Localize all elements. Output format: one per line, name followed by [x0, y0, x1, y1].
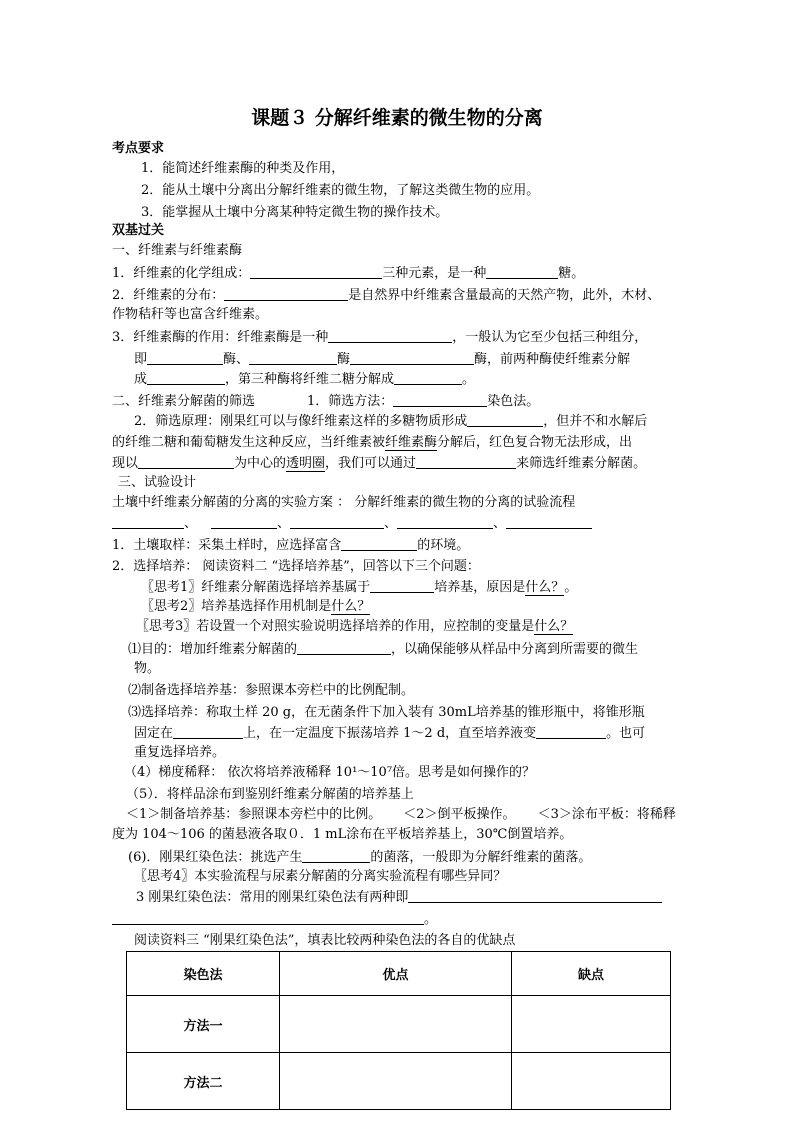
blank-field[interactable]	[467, 412, 543, 427]
principle-line-1: 2．筛选原理：刚果红可以与像纤维素这样的多糖物质形成 ，但并不和水解后	[134, 414, 648, 429]
blank-field[interactable]	[224, 286, 348, 301]
table-header-cell: 染色法	[127, 952, 280, 996]
point-3-line-3: 重复选择培养。	[134, 745, 226, 760]
think-3: 〖思考3〗若设置一个对照实验说明选择培养的作用，应控制的变量是什么？	[136, 619, 574, 634]
table-cell[interactable]	[280, 1053, 512, 1110]
think-4: 〖思考4〗本实验流程与尿素分解菌的分离实验流程有哪些异同？	[134, 869, 507, 884]
think-1: 〖思考1〗纤维素分解菌选择培养基属于 培养基，原因是什么？。	[141, 580, 578, 595]
blank-field[interactable]	[370, 578, 434, 593]
flow-blanks: 、 、 、 、	[112, 514, 592, 533]
question-2: 2．纤维素的分布： 是自然界中纤维素含量最高的天然产物，此外，木材、	[112, 288, 661, 303]
blank-field[interactable]	[416, 454, 516, 469]
reading-3-instruction: 阅读资料三 “刚果红染色法”，填表比较两种染色法的各自的优缺点	[134, 933, 516, 948]
section-3-heading: 三、试验设计	[118, 475, 197, 490]
page-title: 课题３ 分解纤维素的微生物的分离	[251, 107, 543, 129]
blank-field[interactable]	[536, 724, 606, 739]
table-cell[interactable]	[512, 996, 671, 1053]
point-5-sub-cont: 度为 104～106 的菌悬液各取０．1 mL涂布在平板培养基上，30℃倒置培养。	[112, 827, 573, 842]
point-5-sub: ＜1＞制备培养基：参照课本旁栏中的比例。 ＜2＞倒平板操作。 ＜3＞涂布平板：将稀释	[126, 807, 676, 822]
step-2: 2．选择培养： 阅读资料二 “选择培养基”，回答以下三个问题：	[112, 559, 480, 574]
table-cell[interactable]	[512, 1053, 671, 1110]
blank-field[interactable]	[341, 536, 417, 551]
principle-line-2: 的纤维二糖和葡萄糖发生这种反应，当纤维素被纤维素酶分解后，红色复合物无法形成，出	[112, 435, 633, 450]
blank-field[interactable]	[112, 910, 424, 925]
blank-field[interactable]	[394, 370, 462, 385]
experiment-plan: 土壤中纤维素分解菌的分离的实验方案 ： 分解纤维素的微生物的分离的试验流程	[112, 495, 576, 510]
blank-field[interactable]	[249, 350, 337, 365]
blank-field[interactable]	[290, 514, 384, 529]
point-7-cont: 。	[112, 910, 437, 929]
table-cell[interactable]	[280, 996, 512, 1053]
step-1: 1．土壤取样：采集土样时，应选择富含 的环境。	[112, 538, 470, 553]
blank-field[interactable]	[506, 514, 592, 529]
point-1-cont: 物。	[134, 661, 161, 676]
blank-field[interactable]	[147, 350, 223, 365]
blank-field[interactable]	[173, 724, 243, 739]
blank-field[interactable]	[328, 328, 452, 343]
question-1: 1．纤维素的化学组成： 三种元素，是一种 糖。	[112, 266, 585, 281]
table-row	[127, 996, 671, 1053]
think-2: 〖思考2〗培养基选择作用机制是什么？	[141, 599, 371, 614]
table-cell: 方法二	[127, 1053, 280, 1110]
blank-field[interactable]	[297, 640, 391, 655]
question-2-cont: 作物秸秆等也富含纤维素。	[112, 307, 269, 322]
point-1: ⑴目的：增加纤维素分解菌的 ，以确保能够从样品中分离到所需要的微生	[128, 642, 639, 657]
blank-field[interactable]	[112, 514, 184, 529]
kaodian-item-3: 3．能掌握从土壤中分离某种特定微生物的操作技术。	[141, 205, 449, 220]
question-3-line-3: 成 ，第三种酶将纤维二糖分解成 。	[134, 372, 476, 387]
question-3: 3．纤维素酶的作用：纤维素酶是一种 ，一般认为它至少包括三种组分，	[112, 330, 648, 345]
principle-line-3: 现以 为中心的透明圈，我们可以通过 来筛选纤维素分解菌。	[112, 456, 647, 471]
table-cell: 方法一	[127, 996, 280, 1053]
question-3-line-2: 即 酶、 酶 酶，前两种酶使纤维素分解	[134, 352, 631, 367]
kaodian-item-1: 1．能简述纤维素酶的种类及作用，	[141, 161, 345, 176]
table-header-cell: 缺点	[512, 952, 671, 996]
comparison-table	[126, 951, 671, 1110]
blank-field[interactable]	[486, 264, 558, 279]
blank-field[interactable]	[350, 350, 474, 365]
point-5: （5）．将样品涂布到鉴别纤维素分解菌的培养基上	[126, 787, 414, 802]
point-3-line-2: 固定在 上，在一定温度下振荡培养 1～2 d，直至培养液变 。也可	[134, 726, 646, 741]
blank-field[interactable]	[397, 514, 493, 529]
blank-field[interactable]	[138, 454, 234, 469]
table-header-cell: 优点	[280, 952, 512, 996]
blank-field[interactable]	[250, 264, 382, 279]
point-7: 3 刚果红染色法：常用的刚果红染色法有两种即	[136, 888, 662, 907]
blank-field[interactable]	[211, 514, 277, 529]
blank-field[interactable]	[302, 848, 370, 863]
point-4: （4）梯度稀释： 依次将培养液稀释 10¹～10⁷倍。思考是如何操作的？	[124, 765, 536, 780]
point-3: ⑶选择培养：称取土样 20 g，在无菌条件下加入装有 30mL培养基的锥形瓶中，将锥形瓶	[128, 705, 645, 720]
table-header-row	[127, 952, 671, 996]
section-1-heading: 一、纤维素与纤维素酶	[112, 243, 243, 258]
table-row	[127, 1053, 671, 1110]
point-6: (6)．刚果红染色法：挑选产生 的菌落，一般即为分解纤维素的菌落。	[128, 850, 592, 865]
kaodian-heading: 考点要求	[112, 141, 165, 156]
kaodian-item-2: 2．能从土壤中分离出分解纤维素的微生物，了解这类微生物的应用。	[141, 183, 540, 198]
shuangji-heading: 双基过关	[112, 223, 165, 238]
section-2-heading: 二、纤维素分解菌的筛选 1．筛选方法： 染色法。	[112, 394, 540, 409]
blank-field[interactable]	[393, 392, 487, 407]
blank-field[interactable]	[408, 888, 662, 903]
blank-field[interactable]	[147, 370, 225, 385]
point-2: ⑵制备选择培养基：参照课本旁栏中的比例配制。	[128, 683, 415, 698]
